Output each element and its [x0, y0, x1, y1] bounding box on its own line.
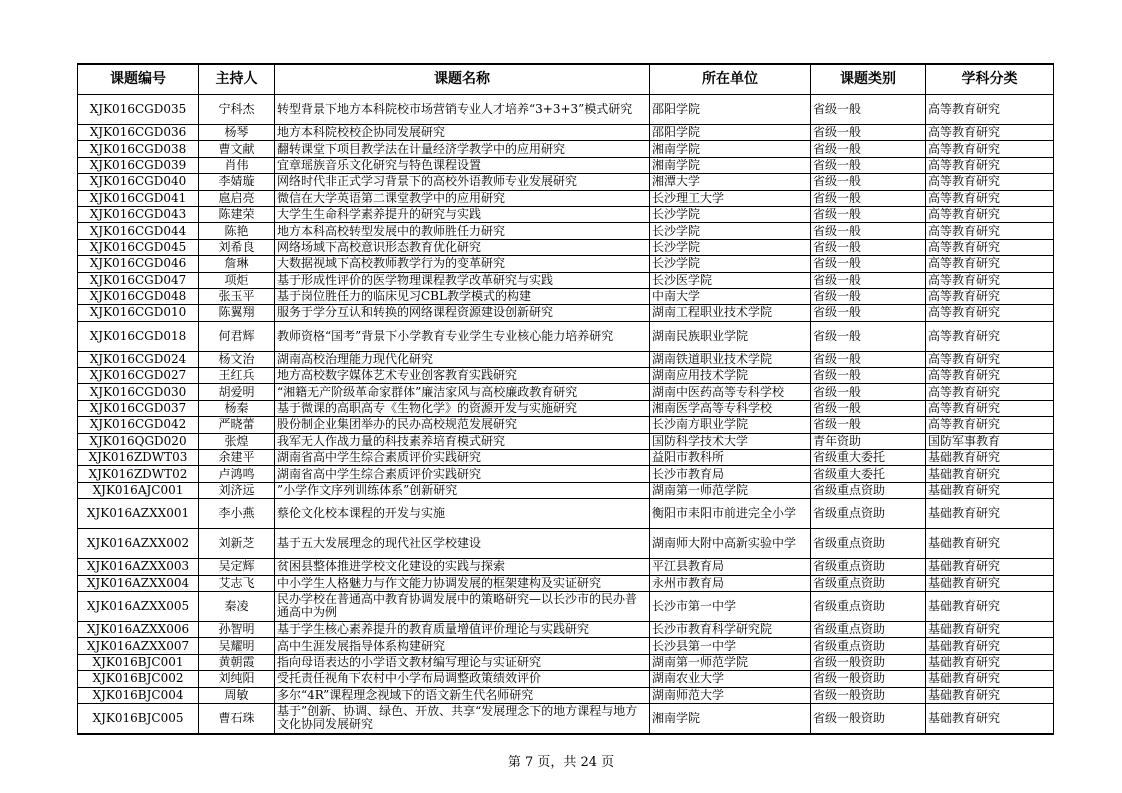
type-cell: 省级重点资助	[811, 499, 926, 529]
field-cell: 基础教育研究	[926, 466, 1054, 482]
title-cell: 股份制企业集团举办的民办高校规范发展研究	[275, 417, 650, 433]
header-unit: 所在单位	[650, 64, 811, 95]
table-row	[78, 450, 1054, 466]
code-cell: XJK016CGD046	[78, 256, 199, 272]
title-cell: “湘籍无产阶级革命家群体”廉洁家风与高校廉政教育研究	[275, 384, 650, 400]
host-cell: 肖伟	[199, 157, 275, 173]
host-cell: 周敏	[199, 687, 275, 703]
code-cell: XJK016CGD044	[78, 223, 199, 239]
unit-cell: 平江县教育局	[650, 559, 811, 575]
title-cell: 网络时代非正式学习背景下的高校外语教师专业发展研究	[275, 174, 650, 190]
type-cell: 省级重点资助	[811, 482, 926, 498]
title-cell: 大学生生命科学素养提升的研究与实践	[275, 206, 650, 222]
host-cell: 曹文献	[199, 141, 275, 157]
code-cell: XJK016CGD042	[78, 417, 199, 433]
unit-cell: 长沙理工大学	[650, 190, 811, 206]
unit-cell: 长沙医学院	[650, 272, 811, 288]
unit-cell: 永州市教育局	[650, 575, 811, 591]
type-cell: 省级重点资助	[811, 575, 926, 591]
type-cell: 省级一般	[811, 125, 926, 141]
unit-cell: 湖南师范大学	[650, 687, 811, 703]
field-cell: 基础教育研究	[926, 575, 1054, 591]
host-cell: 扈启亮	[199, 190, 275, 206]
unit-cell: 湘南学院	[650, 703, 811, 734]
field-cell: 高等教育研究	[926, 384, 1054, 400]
host-cell: 刘纯阳	[199, 671, 275, 687]
title-cell: 多尔“4R”课程理念视域下的语文新生代名师研究	[275, 687, 650, 703]
header-code: 课题编号	[78, 64, 199, 95]
title-cell: 我军无人作战力量的科技素养培育模式研究	[275, 433, 650, 449]
field-cell: 基础教育研究	[926, 687, 1054, 703]
code-cell: XJK016CGD024	[78, 351, 199, 367]
unit-cell: 国防科学技术大学	[650, 433, 811, 449]
type-cell: 省级一般	[811, 223, 926, 239]
host-cell: 张玉平	[199, 288, 275, 304]
unit-cell: 长沙学院	[650, 223, 811, 239]
title-cell: 高中生涯发展指导体系构建研究	[275, 638, 650, 654]
host-cell: 刘希良	[199, 239, 275, 255]
header-row	[78, 64, 1054, 95]
title-cell: 蔡伦文化校本课程的开发与实施	[275, 499, 650, 529]
host-cell: 陈建荣	[199, 206, 275, 222]
table-row	[78, 529, 1054, 559]
host-cell: 宁科杰	[199, 95, 275, 125]
table-row	[78, 703, 1054, 734]
type-cell: 省级一般	[811, 400, 926, 416]
type-cell: 省级一般	[811, 384, 926, 400]
field-cell: 高等教育研究	[926, 351, 1054, 367]
title-cell: 中小学生人格魅力与作文能力协调发展的框架建构及实证研究	[275, 575, 650, 591]
type-cell: 青年资助	[811, 433, 926, 449]
title-cell: 基于微课的高职高专《生物化学》的资源开发与实施研究	[275, 400, 650, 416]
unit-cell: 长沙南方职业学院	[650, 417, 811, 433]
code-cell: XJK016CGD010	[78, 305, 199, 321]
field-cell: 基础教育研究	[926, 529, 1054, 559]
title-cell: 服务于学分互认和转换的网络课程资源建设创新研究	[275, 305, 650, 321]
type-cell: 省级一般	[811, 95, 926, 125]
table-row	[78, 272, 1054, 288]
title-cell: 民办学校在普通高中教育协调发展中的策略研究—以长沙市的民办普通高中为例	[275, 591, 650, 621]
field-cell: 国防军事教育	[926, 433, 1054, 449]
title-cell: 地方本科院校校企协同发展研究	[275, 125, 650, 141]
unit-cell: 湖南师大附中高新实验中学	[650, 529, 811, 559]
table-row	[78, 288, 1054, 304]
title-cell: ”小学作文序列训练体系”创新研究	[275, 482, 650, 498]
unit-cell: 邵阳学院	[650, 95, 811, 125]
header-field: 学科分类	[926, 64, 1054, 95]
code-cell: XJK016CGD036	[78, 125, 199, 141]
title-cell: 基于岗位胜任力的临床见习CBL教学模式的构建	[275, 288, 650, 304]
table-row	[78, 141, 1054, 157]
host-cell: 吴耀明	[199, 638, 275, 654]
type-cell: 省级一般	[811, 157, 926, 173]
field-cell: 高等教育研究	[926, 305, 1054, 321]
title-cell: 贫困县整体推进学校文化建设的实践与探索	[275, 559, 650, 575]
host-cell: 王红兵	[199, 368, 275, 384]
code-cell: XJK016AJC001	[78, 482, 199, 498]
type-cell: 省级重点资助	[811, 591, 926, 621]
field-cell: 高等教育研究	[926, 141, 1054, 157]
unit-cell: 长沙县第一中学	[650, 638, 811, 654]
title-cell: 湖南省高中学生综合素质评价实践研究	[275, 450, 650, 466]
title-cell: 微信在大学英语第二课堂教学中的应用研究	[275, 190, 650, 206]
table-row	[78, 591, 1054, 621]
title-cell: 湖南高校治理能力现代化研究	[275, 351, 650, 367]
title-cell: 转型背景下地方本科院校市场营销专业人才培养“3+3+3”模式研究	[275, 95, 650, 125]
field-cell: 基础教育研究	[926, 638, 1054, 654]
code-cell: XJK016BJC001	[78, 654, 199, 670]
type-cell: 省级一般	[811, 206, 926, 222]
host-cell: 陈艳	[199, 223, 275, 239]
unit-cell: 湖南第一师范学院	[650, 482, 811, 498]
table-row	[78, 417, 1054, 433]
table-row	[78, 95, 1054, 125]
table-row	[78, 671, 1054, 687]
title-cell: 受托责任视角下农村中小学布局调整政策绩效评价	[275, 671, 650, 687]
type-cell: 省级一般资助	[811, 687, 926, 703]
host-cell: 孙智明	[199, 621, 275, 637]
field-cell: 高等教育研究	[926, 272, 1054, 288]
code-cell: XJK016AZXX004	[78, 575, 199, 591]
header-host: 主持人	[199, 64, 275, 95]
title-cell: 基于形成性评价的医学物理课程教学改革研究与实践	[275, 272, 650, 288]
table-row	[78, 482, 1054, 498]
code-cell: XJK016CGD048	[78, 288, 199, 304]
unit-cell: 湘潭大学	[650, 174, 811, 190]
host-cell: 秦凌	[199, 591, 275, 621]
type-cell: 省级重点资助	[811, 559, 926, 575]
unit-cell: 长沙学院	[650, 256, 811, 272]
type-cell: 省级重点资助	[811, 638, 926, 654]
unit-cell: 长沙学院	[650, 239, 811, 255]
host-cell: 严晓蕾	[199, 417, 275, 433]
code-cell: XJK016AZXX003	[78, 559, 199, 575]
field-cell: 基础教育研究	[926, 654, 1054, 670]
header-title: 课题名称	[275, 64, 650, 95]
field-cell: 高等教育研究	[926, 368, 1054, 384]
unit-cell: 益阳市教科所	[650, 450, 811, 466]
field-cell: 高等教育研究	[926, 288, 1054, 304]
table-row	[78, 157, 1054, 173]
code-cell: XJK016CGD040	[78, 174, 199, 190]
host-cell: 卢鸿鸣	[199, 466, 275, 482]
title-cell: 宜章瑶族音乐文化研究与特色课程设置	[275, 157, 650, 173]
unit-cell: 长沙市教育局	[650, 466, 811, 482]
code-cell: XJK016CGD037	[78, 400, 199, 416]
title-cell: 教师资格“国考”背景下小学教育专业学生专业核心能力培养研究	[275, 321, 650, 351]
field-cell: 基础教育研究	[926, 671, 1054, 687]
host-cell: 杨琴	[199, 125, 275, 141]
unit-cell: 中南大学	[650, 288, 811, 304]
field-cell: 基础教育研究	[926, 499, 1054, 529]
type-cell: 省级重大委托	[811, 450, 926, 466]
code-cell: XJK016AZXX005	[78, 591, 199, 621]
host-cell: 何君辉	[199, 321, 275, 351]
field-cell: 高等教育研究	[926, 321, 1054, 351]
code-cell: XJK016QGD020	[78, 433, 199, 449]
table-row	[78, 433, 1054, 449]
type-cell: 省级一般资助	[811, 703, 926, 734]
unit-cell: 长沙市教育科学研究院	[650, 621, 811, 637]
code-cell: XJK016AZXX002	[78, 529, 199, 559]
table-row	[78, 190, 1054, 206]
unit-cell: 湖南工程职业技术学院	[650, 305, 811, 321]
type-cell: 省级一般	[811, 272, 926, 288]
field-cell: 基础教育研究	[926, 703, 1054, 734]
host-cell: 陈翼翔	[199, 305, 275, 321]
code-cell: XJK016CGD039	[78, 157, 199, 173]
table-row	[78, 499, 1054, 529]
unit-cell: 衡阳市耒阳市前进完全小学	[650, 499, 811, 529]
table-row	[78, 321, 1054, 351]
title-cell: 指向母语表达的小学语文教材编写理论与实证研究	[275, 654, 650, 670]
title-cell: 基于”创新、协调、绿色、开放、共享“发展理念下的地方课程与地方文化协同发展研究	[275, 703, 650, 734]
host-cell: 项炬	[199, 272, 275, 288]
code-cell: XJK016CGD027	[78, 368, 199, 384]
page-footer: 第 7 页，共 24 页	[507, 755, 615, 770]
table-row	[78, 654, 1054, 670]
type-cell: 省级一般	[811, 190, 926, 206]
type-cell: 省级一般资助	[811, 654, 926, 670]
code-cell: XJK016CGD038	[78, 141, 199, 157]
title-cell: 基于学生核心素养提升的教育质量增值评价理论与实践研究	[275, 621, 650, 637]
field-cell: 基础教育研究	[926, 621, 1054, 637]
type-cell: 省级一般	[811, 288, 926, 304]
code-cell: XJK016BJC004	[78, 687, 199, 703]
table-row	[78, 621, 1054, 637]
field-cell: 高等教育研究	[926, 417, 1054, 433]
table-row	[78, 466, 1054, 482]
field-cell: 高等教育研究	[926, 256, 1054, 272]
host-cell: 杨文治	[199, 351, 275, 367]
title-cell: 湖南省高中学生综合素质评价实践研究	[275, 466, 650, 482]
code-cell: XJK016ZDWT03	[78, 450, 199, 466]
code-cell: XJK016CGD043	[78, 206, 199, 222]
unit-cell: 湘南医学高等专科学校	[650, 400, 811, 416]
table-row	[78, 559, 1054, 575]
unit-cell: 湘南学院	[650, 141, 811, 157]
table-row	[78, 206, 1054, 222]
table-row	[78, 687, 1054, 703]
type-cell: 省级一般	[811, 174, 926, 190]
type-cell: 省级一般	[811, 417, 926, 433]
header-type: 课题类别	[811, 64, 926, 95]
table-row	[78, 368, 1054, 384]
title-cell: 网络场域下高校意识形态教育优化研究	[275, 239, 650, 255]
field-cell: 高等教育研究	[926, 239, 1054, 255]
code-cell: XJK016CGD045	[78, 239, 199, 255]
field-cell: 高等教育研究	[926, 400, 1054, 416]
field-cell: 基础教育研究	[926, 591, 1054, 621]
code-cell: XJK016AZXX001	[78, 499, 199, 529]
table-row	[78, 239, 1054, 255]
type-cell: 省级一般	[811, 256, 926, 272]
field-cell: 基础教育研究	[926, 450, 1054, 466]
type-cell: 省级一般	[811, 141, 926, 157]
unit-cell: 长沙学院	[650, 206, 811, 222]
host-cell: 杨秦	[199, 400, 275, 416]
field-cell: 高等教育研究	[926, 223, 1054, 239]
table-row	[78, 125, 1054, 141]
table-row	[78, 384, 1054, 400]
host-cell: 李小燕	[199, 499, 275, 529]
code-cell: XJK016CGD041	[78, 190, 199, 206]
table-row	[78, 575, 1054, 591]
field-cell: 高等教育研究	[926, 95, 1054, 125]
unit-cell: 湖南第一师范学院	[650, 654, 811, 670]
type-cell: 省级一般	[811, 239, 926, 255]
type-cell: 省级重大委托	[811, 466, 926, 482]
field-cell: 高等教育研究	[926, 125, 1054, 141]
table-row	[78, 305, 1054, 321]
host-cell: 胡爱明	[199, 384, 275, 400]
field-cell: 高等教育研究	[926, 190, 1054, 206]
code-cell: XJK016CGD018	[78, 321, 199, 351]
table-row	[78, 351, 1054, 367]
type-cell: 省级重点资助	[811, 529, 926, 559]
code-cell: XJK016CGD035	[78, 95, 199, 125]
unit-cell: 湘南学院	[650, 157, 811, 173]
title-cell: 大数据视域下高校教师教学行为的变革研究	[275, 256, 650, 272]
field-cell: 基础教育研究	[926, 559, 1054, 575]
table-row	[78, 638, 1054, 654]
field-cell: 高等教育研究	[926, 157, 1054, 173]
unit-cell: 湖南农业大学	[650, 671, 811, 687]
table-row	[78, 256, 1054, 272]
type-cell: 省级一般资助	[811, 671, 926, 687]
field-cell: 高等教育研究	[926, 174, 1054, 190]
code-cell: XJK016AZXX007	[78, 638, 199, 654]
unit-cell: 湖南应用技术学院	[650, 368, 811, 384]
host-cell: 余建平	[199, 450, 275, 466]
table-row	[78, 400, 1054, 416]
host-cell: 刘新芝	[199, 529, 275, 559]
table-body	[78, 95, 1054, 734]
host-cell: 詹琳	[199, 256, 275, 272]
type-cell: 省级一般	[811, 368, 926, 384]
host-cell: 张煌	[199, 433, 275, 449]
table-row	[78, 174, 1054, 190]
type-cell: 省级一般	[811, 305, 926, 321]
unit-cell: 长沙市第一中学	[650, 591, 811, 621]
code-cell: XJK016CGD030	[78, 384, 199, 400]
code-cell: XJK016AZXX006	[78, 621, 199, 637]
unit-cell: 湖南铁道职业技术学院	[650, 351, 811, 367]
title-cell: 翻转课堂下项目教学法在计量经济学教学中的应用研究	[275, 141, 650, 157]
field-cell: 高等教育研究	[926, 206, 1054, 222]
type-cell: 省级一般	[811, 351, 926, 367]
host-cell: 曹石珠	[199, 703, 275, 734]
type-cell: 省级重点资助	[811, 621, 926, 637]
host-cell: 刘济远	[199, 482, 275, 498]
host-cell: 黄朝霞	[199, 654, 275, 670]
type-cell: 省级一般	[811, 321, 926, 351]
title-cell: 地方高校数字媒体艺术专业创客教育实践研究	[275, 368, 650, 384]
host-cell: 艾志飞	[199, 575, 275, 591]
code-cell: XJK016CGD047	[78, 272, 199, 288]
code-cell: XJK016ZDWT02	[78, 466, 199, 482]
unit-cell: 湖南中医药高等专科学校	[650, 384, 811, 400]
table-row	[78, 223, 1054, 239]
code-cell: XJK016BJC005	[78, 703, 199, 734]
field-cell: 基础教育研究	[926, 482, 1054, 498]
title-cell: 基于五大发展理念的现代社区学校建设	[275, 529, 650, 559]
host-cell: 李婧璇	[199, 174, 275, 190]
project-table	[77, 63, 1054, 735]
host-cell: 吴定辉	[199, 559, 275, 575]
title-cell: 地方本科高校转型发展中的教师胜任力研究	[275, 223, 650, 239]
unit-cell: 邵阳学院	[650, 125, 811, 141]
unit-cell: 湖南民族职业学院	[650, 321, 811, 351]
code-cell: XJK016BJC002	[78, 671, 199, 687]
